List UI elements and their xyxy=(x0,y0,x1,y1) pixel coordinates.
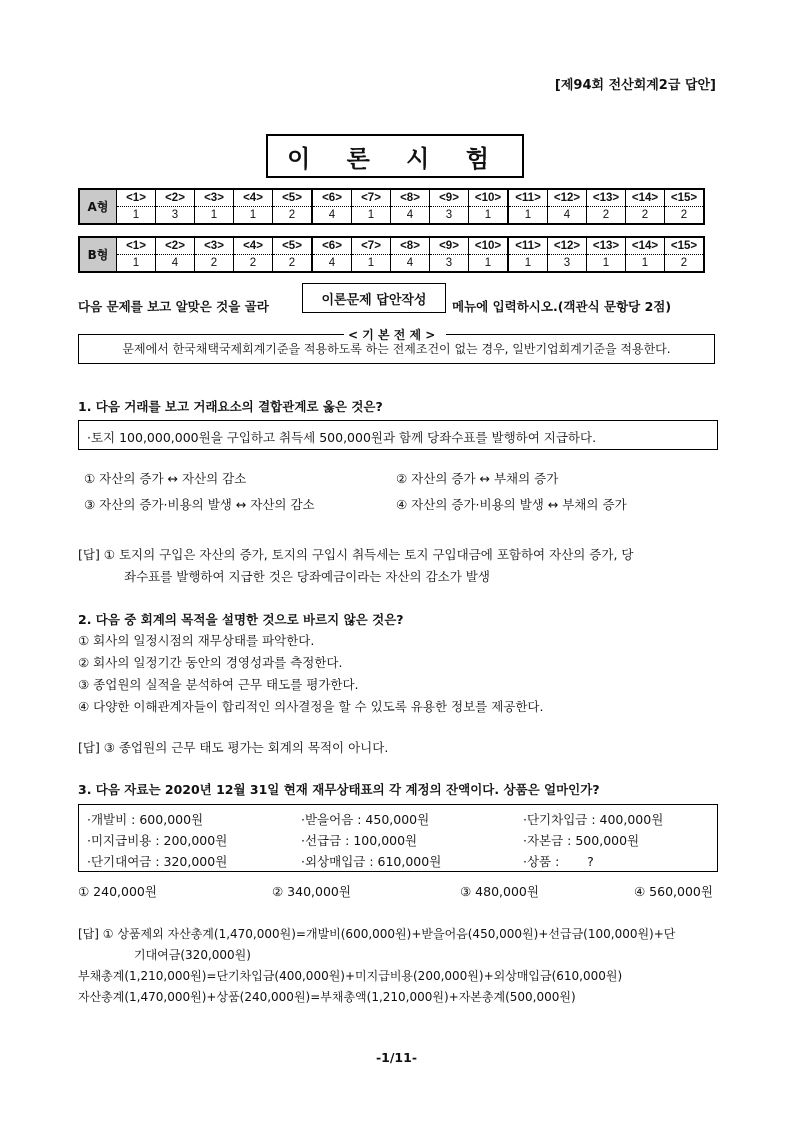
question-number-cell: <10> xyxy=(469,189,509,207)
menu-name-box: 이론문제 답안작성 xyxy=(302,283,446,313)
question-1-option-2: ② 자산의 증가 ↔ 부채의 증가 xyxy=(396,471,559,486)
question-1-answer-line-1: [답] ① 토지의 구입은 자산의 증가, 토지의 구입시 취득세는 토지 구입대금에 포함하여 자산의 증가, 당 xyxy=(78,547,634,562)
question-number-cell: <1> xyxy=(117,189,156,207)
answer-cell: 3 xyxy=(156,207,195,225)
page-title: 이 론 시 험 xyxy=(266,134,524,178)
table-type-label: A형 xyxy=(79,189,117,224)
question-number-cell: <6> xyxy=(312,237,352,255)
question-number-cell: <5> xyxy=(273,189,313,207)
question-2-answer: [답] ③ 종업원의 근무 태도 평가는 회계의 목적이 아니다. xyxy=(78,740,389,755)
answer-cell: 1 xyxy=(352,207,391,225)
question-number-cell: <2> xyxy=(156,189,195,207)
question-number-cell: <8> xyxy=(391,189,430,207)
question-number-cell: <3> xyxy=(195,237,234,255)
answer-cell: 2 xyxy=(587,207,626,225)
data-item: ·외상매입금 : 610,000원 xyxy=(301,854,442,869)
data-item: ·단기차입금 : 400,000원 xyxy=(523,812,664,827)
question-number-cell: <6> xyxy=(312,189,352,207)
question-number-cell: <9> xyxy=(430,237,469,255)
table-type-label: B형 xyxy=(79,237,117,272)
instruction-text-after: 메뉴에 입력하시오.(객관식 문항당 2점) xyxy=(452,299,672,314)
question-3-answer-line-1: [답] ① 상품제외 자산총계(1,470,000원)=개발비(600,000원)+받을어음(450,000원)+선급금(100,000원)+단 xyxy=(78,927,676,941)
question-number-cell: <2> xyxy=(156,237,195,255)
data-item: ·받을어음 : 450,000원 xyxy=(301,812,430,827)
answer-cell: 1 xyxy=(626,255,665,273)
answer-cell: 1 xyxy=(508,255,548,273)
answer-cell: 1 xyxy=(469,207,509,225)
question-2-option-4: ④ 다양한 이해관계자들이 합리적인 의사결정을 할 수 있도록 유용한 정보를 제공한다. xyxy=(78,699,544,714)
answer-table-b xyxy=(78,236,705,273)
answer-cell: 1 xyxy=(234,207,273,225)
data-item: ·미지급비용 : 200,000원 xyxy=(87,833,228,848)
question-2-option-1: ① 회사의 일정시점의 재무상태를 파악한다. xyxy=(78,633,315,648)
data-item: ·단기대여금 : 320,000원 xyxy=(87,854,228,869)
question-3-option-1: ① 240,000원 xyxy=(78,884,157,899)
question-number-cell: <10> xyxy=(469,237,509,255)
question-number-cell: <11> xyxy=(508,189,548,207)
question-3-option-4: ④ 560,000원 xyxy=(634,884,713,899)
answer-table-a xyxy=(78,188,705,225)
question-number-cell: <7> xyxy=(352,237,391,255)
answer-cell: 2 xyxy=(195,255,234,273)
answer-cell: 1 xyxy=(117,207,156,225)
question-number-cell: <5> xyxy=(273,237,313,255)
data-item: ·선급금 : 100,000원 xyxy=(301,833,418,848)
answer-cell: 1 xyxy=(587,255,626,273)
answer-cell: 1 xyxy=(117,255,156,273)
question-3-title: 3. 다음 자료는 2020년 12월 31일 현재 재무상태표의 각 계정의 잔액이다. 상품은 얼마인가? xyxy=(78,782,600,797)
instruction-text-before: 다음 문제를 보고 알맞은 것을 골라 xyxy=(78,299,269,314)
question-number-cell: <15> xyxy=(665,237,705,255)
question-number-cell: <12> xyxy=(548,189,587,207)
question-2-title: 2. 다음 중 회계의 목적을 설명한 것으로 바르지 않은 것은? xyxy=(78,612,404,627)
question-2-option-3: ③ 종업원의 실적을 분석하여 근무 태도를 평가한다. xyxy=(78,677,359,692)
answer-cell: 4 xyxy=(312,255,352,273)
answer-cell: 4 xyxy=(312,207,352,225)
question-number-cell: <4> xyxy=(234,237,273,255)
premise-text: 문제에서 한국채택국제회계기준을 적용하도록 하는 전제조건이 없는 경우, 일반기업회계기준을 적용한다. xyxy=(122,342,671,356)
answer-cell: 2 xyxy=(665,255,705,273)
question-number-cell: <11> xyxy=(508,237,548,255)
answer-cell: 2 xyxy=(273,255,313,273)
premise-box xyxy=(78,334,715,364)
question-number-cell: <13> xyxy=(587,189,626,207)
answer-cell: 4 xyxy=(391,207,430,225)
data-item: ·자본금 : 500,000원 xyxy=(523,833,640,848)
answer-cell: 2 xyxy=(626,207,665,225)
document-header-tag: [제94회 전산회계2급 답안] xyxy=(554,78,716,93)
answer-cell: 4 xyxy=(548,207,587,225)
question-number-cell: <14> xyxy=(626,237,665,255)
question-1-option-3: ③ 자산의 증가·비용의 발생 ↔ 자산의 감소 xyxy=(84,497,315,512)
question-1-option-4: ④ 자산의 증가·비용의 발생 ↔ 부채의 증가 xyxy=(396,497,627,512)
question-number-cell: <4> xyxy=(234,189,273,207)
question-3-answer-line-3: 부채총계(1,210,000원)=단기차입금(400,000원)+미지급비용(200,000원)+외상매입금(610,000원) xyxy=(78,969,623,983)
answer-cell: 3 xyxy=(430,255,469,273)
question-1-option-1: ① 자산의 증가 ↔ 자산의 감소 xyxy=(84,471,247,486)
answer-cell: 1 xyxy=(195,207,234,225)
answer-cell: 2 xyxy=(665,207,705,225)
question-3-answer-line-4: 자산총계(1,470,000원)+상품(240,000원)=부채총액(1,210,000원)+자본총계(500,000원) xyxy=(78,990,576,1004)
question-number-cell: <14> xyxy=(626,189,665,207)
data-item: ·상품 : ? xyxy=(523,854,594,869)
answer-cell: 1 xyxy=(508,207,548,225)
answer-cell: 2 xyxy=(234,255,273,273)
question-number-cell: <8> xyxy=(391,237,430,255)
answer-cell: 4 xyxy=(156,255,195,273)
question-number-cell: <9> xyxy=(430,189,469,207)
page-number: -1/11- xyxy=(375,1050,418,1065)
question-3-option-3: ③ 480,000원 xyxy=(460,884,539,899)
question-number-cell: <12> xyxy=(548,237,587,255)
question-3-option-2: ② 340,000원 xyxy=(272,884,351,899)
question-number-cell: <13> xyxy=(587,237,626,255)
answer-cell: 3 xyxy=(548,255,587,273)
answer-cell: 1 xyxy=(352,255,391,273)
question-3-answer-line-2: 기대여금(320,000원) xyxy=(134,948,251,962)
answer-cell: 2 xyxy=(273,207,313,225)
data-item: ·개발비 : 600,000원 xyxy=(87,812,204,827)
question-1-box-text: ·토지 100,000,000원을 구입하고 취득세 500,000원과 함께 당좌수표를 발행하여 지급하다. xyxy=(87,430,597,445)
question-1-answer-line-2: 좌수표를 발행하여 지급한 것은 당좌예금이라는 자산의 감소가 발생 xyxy=(124,569,490,584)
question-number-cell: <7> xyxy=(352,189,391,207)
question-3-data-box xyxy=(78,804,718,872)
premise-title: < 기 본 전 제 > xyxy=(344,326,439,343)
answer-cell: 1 xyxy=(469,255,509,273)
answer-cell: 4 xyxy=(391,255,430,273)
question-1-title: 1. 다음 거래를 보고 거래요소의 결합관계로 옳은 것은? xyxy=(78,399,383,414)
question-2-option-2: ② 회사의 일정기간 동안의 경영성과를 측정한다. xyxy=(78,655,343,670)
question-number-cell: <3> xyxy=(195,189,234,207)
question-number-cell: <1> xyxy=(117,237,156,255)
question-number-cell: <15> xyxy=(665,189,705,207)
question-1-box xyxy=(78,420,718,450)
answer-cell: 3 xyxy=(430,207,469,225)
